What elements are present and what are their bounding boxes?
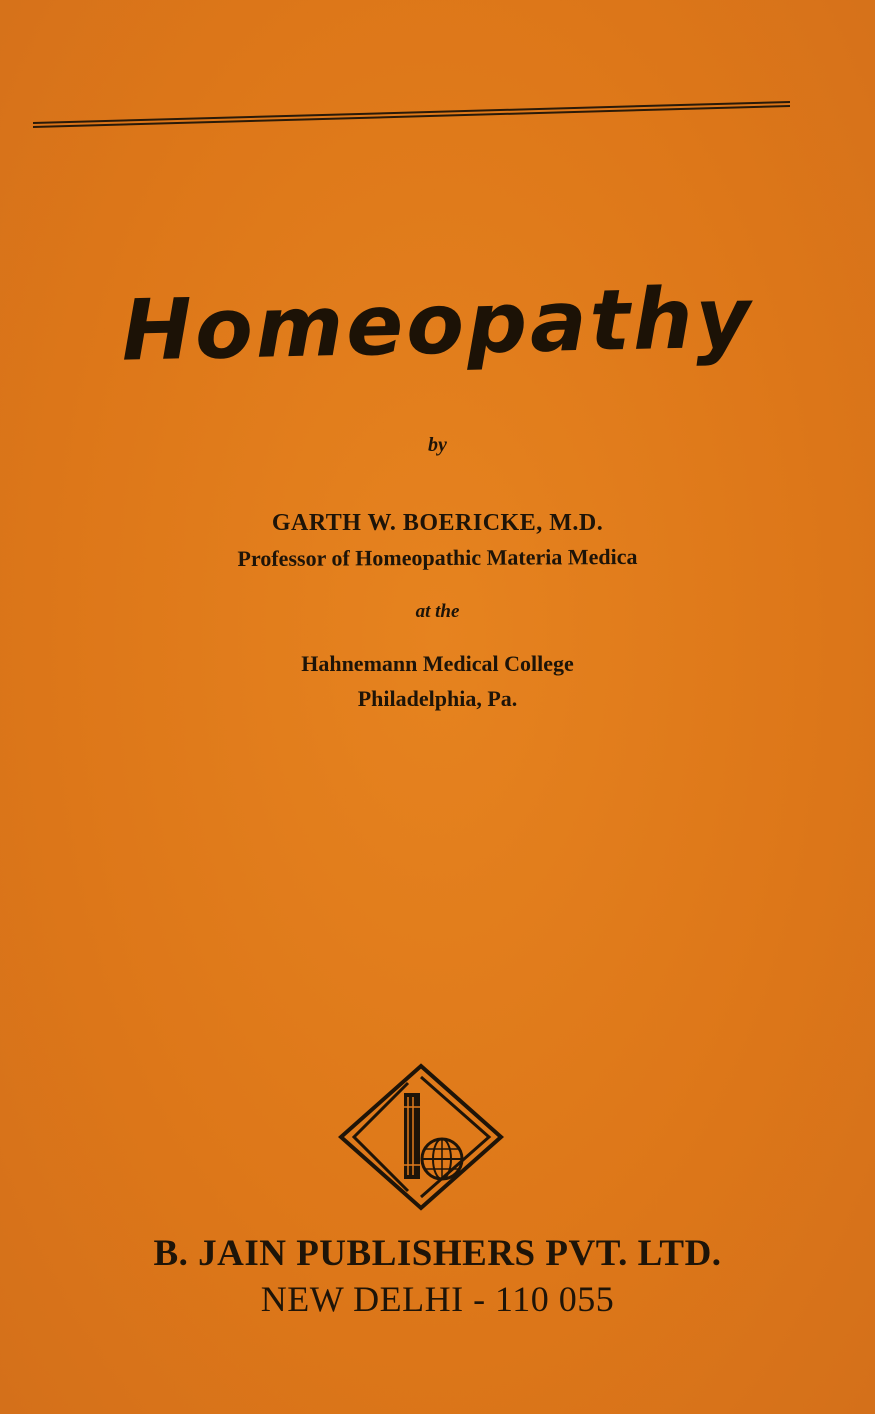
top-rule [33,100,790,130]
institution-city: Philadelphia, Pa. [357,686,518,711]
author-name: GARTH W. BOERICKE, M.D. [271,510,604,536]
book-title: Homeopathy [120,268,755,380]
author-position: Professor of Homeopathic Materia Medica [237,543,638,572]
publisher-name: B. JAIN PUBLISHERS PVT. LTD. [153,1233,722,1274]
at-the-line: at the [415,601,460,622]
publisher-address: NEW DELHI - 110 055 [260,1279,615,1319]
institution-name: Hahnemann Medical College [301,651,574,676]
by-line: by [428,434,447,456]
book-globe-diamond-icon [338,1063,504,1211]
